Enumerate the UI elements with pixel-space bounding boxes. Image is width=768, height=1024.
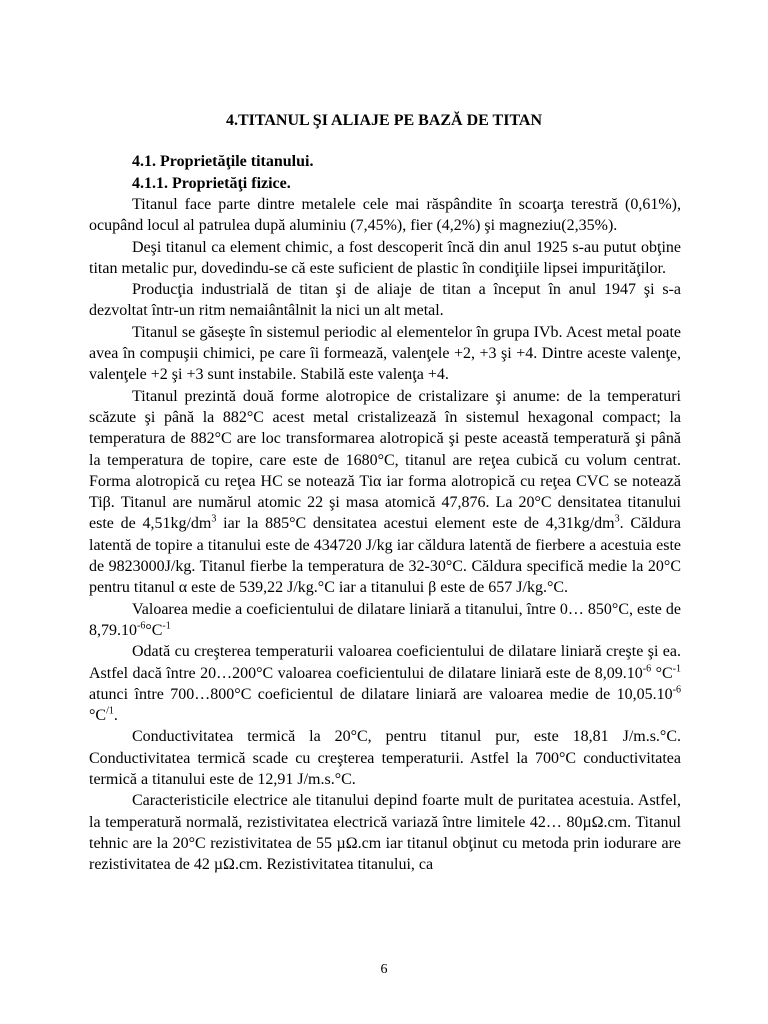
paragraph: Titanul face parte dintre metalele cele mai răspândite în scoarţa terestră (0,61%), ocupând locul al patrulea după aluminiu (7,45%), fier (4,2%) şi magneziu(2,35%).: [89, 196, 681, 235]
text-run: iar la 885°C densitatea acestui element este de 4,31kg/dm: [216, 515, 615, 533]
subsection-heading: 4.1.1. Proprietăţi fizice.: [132, 175, 291, 192]
text-run: .: [113, 707, 118, 725]
superscript: -6: [672, 684, 681, 696]
text-run: . Căldura latentă de topire a titanului este de 434720 J/kg iar căldura latentă de fierbere a acestuia este de 9823000J/kg. Titanul fierbe la temperatura de 32-30°C. Căldura specifică medie la 20°C pentru titanul α este de 539,22 J/kg.°C iar a titanului β este de 657 J/kg.°C.: [89, 515, 681, 597]
paragraph-dilatation-mean: [89, 599, 681, 642]
body-text: [89, 194, 681, 876]
superscript: -6: [642, 663, 652, 675]
text-run: Titanul prezintă două forme alotropice de cristalizare şi anume: de la temperaturi scăzute şi până la 882°C acest metal cristalizează în sistemul hexagonal compact; la temperatura de 882°C are loc transformarea alotropică şi peste această temperatură şi până la temperatura de topire, care este de 1680°C, titanul are reţea cubică cu volum centrat. Forma alotropică cu reţea HC se notează Tiα iar forma alotropică cu reţea CVC se notează Tiβ. Titanul are numărul atomic 22 şi masa atomică 47,876. La 20°C densitatea titanului este de 4,51kg/dm: [89, 387, 681, 533]
superscript: -1: [162, 620, 171, 632]
superscript: 3: [614, 514, 620, 526]
superscript: /1: [106, 705, 114, 717]
chapter-title: 4.TITANUL ŞI ALIAJE PE BAZĂ DE TITAN: [225, 112, 543, 129]
paragraph: Conductivitatea termică la 20°C, pentru titanul pur, este 18,81 J/m.s.°C. Conductivitatea termică scade cu creşterea temperaturii. Astfel la 700°C conductivitatea termică a titanului este de 12,91 J/m.s.°C.: [89, 728, 681, 789]
text-run: °C: [145, 621, 163, 639]
superscript: 3: [211, 514, 217, 526]
text-run: °C: [89, 707, 107, 725]
superscript: -1: [672, 663, 681, 675]
paragraph-allotropic-forms: [89, 386, 681, 599]
text-run: atunci între 700…800°C coeficientul de dilatare liniară are valoarea medie de 10,05.10: [89, 685, 673, 703]
paragraph: Titanul se găseşte în sistemul periodic al elementelor în grupa IVb. Acest metal poate avea în compuşii chimici, pe care îi formează, valenţele +2, +3 şi +4. Dintre aceste valenţe, valenţele +2 şi +3 sunt instabile. Stabilă este valenţa +4.: [89, 323, 681, 384]
text-run: °C: [651, 664, 673, 682]
text-run: Odată cu creşterea temperaturii valoarea coeficientului de dilatare liniară creşte şi ea. Astfel dacă între 20…200°C valoarea coeficientului de dilatare liniară este de 8,09.10: [89, 643, 681, 682]
page-number: 6: [380, 962, 388, 977]
paragraph: Producţia industrială de titan şi de aliaje de titan a început în anul 1947 şi s-a dezvoltat într-un ritm nemaiântâlnit la nici un alt metal.: [89, 281, 681, 320]
text-run: Valoarea medie a coeficientului de dilatare liniară a titanului, între 0… 850°C, este de 8,79.10: [89, 600, 681, 639]
section-heading: 4.1. Proprietăţile titanului.: [132, 153, 314, 170]
paragraph: Deşi titanul ca element chimic, a fost descoperit încă din anul 1925 s-au putut obţine titan metalic pur, dovedindu-se că este suficient de plastic în condiţiile lipsei impurităţilor.: [89, 238, 681, 277]
paragraph-dilatation-temperature: [89, 641, 681, 726]
paragraph: Caracteristicile electrice ale titanului depind foarte mult de puritatea acestuia. Astfel, la temperatură normală, rezistivitatea electrică variază între limitele 42… 80µΩ.cm. Titanul tehnic are la 20°C rezistivitatea de 55 µΩ.cm iar titanul obţinut cu metoda prin iodurare are rezistivitatea de 42 µΩ.cm. Rezistivitatea titanului, ca: [89, 792, 681, 874]
superscript: -6: [137, 620, 146, 632]
